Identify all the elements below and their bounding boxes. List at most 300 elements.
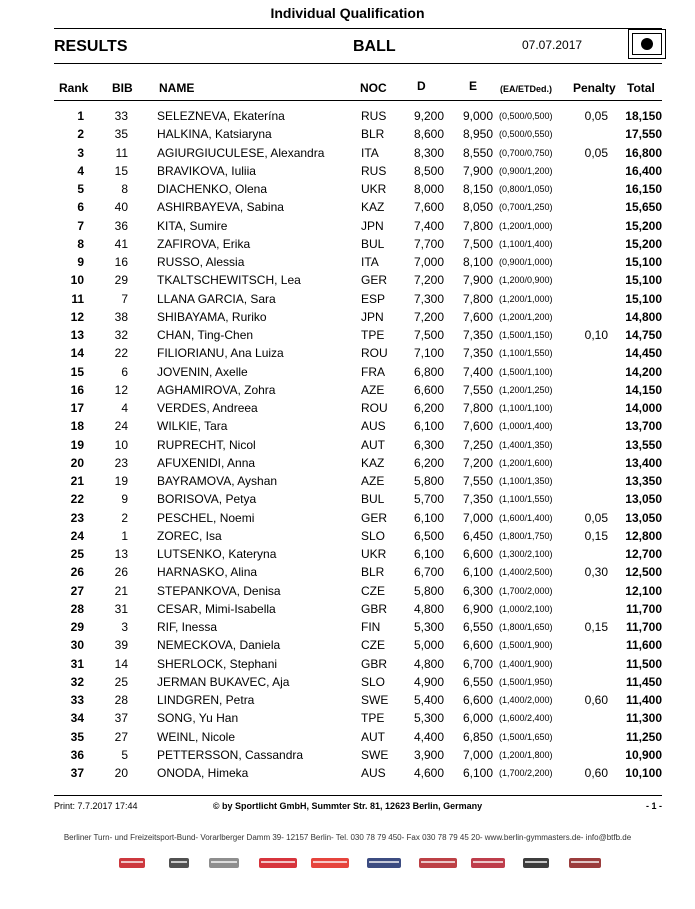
table-row [0,544,695,562]
cell-e-score: 7,250 [462,437,493,452]
column-header-d: D [417,79,426,93]
table-row [0,252,695,270]
cell-rank: 34 [70,711,84,726]
table-row [0,489,695,507]
cell-rank: 12 [70,309,84,324]
cell-e-score: 8,050 [462,200,493,215]
cell-total: 13,700 [625,419,662,434]
table-row [0,362,695,380]
table-row [0,508,695,526]
cell-rank: 13 [70,328,84,342]
cell-deductions: (1,200/1,200) [499,311,553,322]
cell-bib: 16 [114,255,128,269]
cell-deductions: (0,700/0,750) [499,147,553,158]
cell-bib: 19 [114,474,128,488]
cell-deductions: (1,200/1,000) [499,220,553,231]
sponsor-logo-5-icon [310,852,350,874]
cell-e-score: 6,450 [462,528,493,543]
cell-name: KITA, Sumire [157,218,228,233]
cell-e-score: 8,550 [462,145,493,160]
cell-d-score: 5,300 [413,711,444,726]
cell-bib: 41 [114,236,128,251]
cell-penalty: 0,30 [584,565,608,580]
cell-bib: 4 [121,401,128,415]
cell-d-score: 4,900 [413,674,444,689]
cell-name: AGIURGIUCULESE, Alexandra [157,145,325,160]
cell-d-score: 6,100 [413,547,444,561]
cell-rank: 14 [70,346,84,361]
table-row [0,216,695,234]
column-header-total: Total [627,81,655,95]
cell-name: RIF, Inessa [157,620,218,634]
cell-name: ZAFIROVA, Erika [157,236,251,251]
cell-penalty: 0,15 [584,528,608,543]
cell-name: JERMAN BUKAVEC, Aja [157,674,290,689]
cell-penalty: 0,15 [584,620,608,634]
cell-name: ZOREC, Isa [157,528,222,543]
cell-rank: 6 [77,200,84,215]
cell-bib: 8 [121,182,128,196]
cell-total: 11,700 [625,601,662,616]
table-row [0,599,695,617]
cell-rank: 17 [70,401,84,415]
table-row [0,708,695,726]
cell-deductions: (0,900/1,000) [499,257,553,267]
cell-e-score: 7,500 [462,236,493,251]
cell-noc: CZE [361,583,385,598]
column-header-noc: NOC [360,81,387,95]
cell-total: 13,400 [625,455,662,470]
cell-name: TKALTSCHEWITSCH, Lea [157,273,301,288]
cell-noc: GBR [361,601,388,616]
cell-rank: 27 [70,583,84,598]
cell-e-score: 7,900 [462,273,493,288]
cell-total: 13,350 [625,474,662,488]
sponsor-logo-6-icon [366,852,402,874]
table-row [0,143,695,161]
cell-deductions: (0,500/0,550) [499,129,553,140]
cell-e-score: 6,900 [462,601,493,616]
cell-name: NEMECKOVA, Daniela [157,638,281,653]
cell-name: JOVENIN, Axelle [157,364,248,379]
cell-rank: 16 [70,382,84,397]
cell-deductions: (1,200/1,800) [499,749,553,760]
cell-total: 13,050 [625,492,662,507]
cell-e-score: 6,100 [462,766,493,780]
cell-noc: GBR [361,656,388,671]
cell-noc: TPE [361,328,385,342]
cell-total: 11,600 [625,638,662,653]
cell-e-score: 6,850 [462,729,493,744]
cell-noc: UKR [361,547,387,561]
cell-name: CHAN, Ting-Chen [157,328,254,342]
cell-noc: RUS [361,163,387,178]
cell-deductions: (0,700/1,250) [499,202,553,213]
cell-name: STEPANKOVA, Denisa [157,583,281,598]
cell-total: 18,150 [625,109,662,123]
sponsor-logo-3-icon [208,852,240,874]
cell-e-score: 6,600 [462,638,493,653]
cell-penalty: 0,60 [584,766,608,780]
cell-d-score: 7,600 [413,200,444,215]
cell-d-score: 4,800 [413,656,444,671]
table-row [0,672,695,690]
cell-bib: 26 [114,565,128,580]
cell-deductions: (1,100/1,100) [499,403,553,413]
table-row [0,161,695,179]
cell-name: SHERLOCK, Stephani [157,656,278,671]
table-row [0,453,695,471]
cell-name: BORISOVA, Petya [157,492,257,507]
cell-penalty: 0,10 [584,328,608,342]
cell-e-score: 7,600 [462,419,493,434]
cell-e-score: 8,100 [462,255,493,269]
cell-rank: 24 [70,528,84,543]
cell-d-score: 6,100 [413,510,444,525]
table-row [0,745,695,763]
cell-bib: 31 [114,601,128,616]
cell-noc: KAZ [361,455,385,470]
cell-total: 13,550 [625,437,662,452]
cell-rank: 11 [71,291,84,306]
cell-deductions: (1,300/2,100) [499,549,553,559]
cell-bib: 38 [114,309,128,324]
cell-total: 11,400 [625,693,662,707]
cell-d-score: 5,400 [413,693,444,707]
cell-deductions: (1,500/1,150) [499,330,553,340]
table-row [0,179,695,197]
cell-e-score: 6,600 [462,547,493,561]
cell-penalty: 0,60 [584,693,608,707]
cell-d-score: 4,800 [413,601,444,616]
cell-deductions: (1,500/1,900) [499,640,553,651]
ball-pictogram-icon [628,29,666,59]
cell-name: VERDES, Andreea [157,401,258,415]
cell-deductions: (1,400/2,500) [499,567,553,578]
cell-d-score: 7,400 [413,218,444,233]
cell-d-score: 7,200 [413,309,444,324]
cell-e-score: 6,000 [462,711,493,726]
cell-name: HALKINA, Katsiaryna [157,127,272,142]
cell-penalty: 0,05 [584,109,608,123]
cell-name: AFUXENIDI, Anna [157,455,256,470]
cell-rank: 22 [70,492,84,507]
cell-bib: 15 [114,163,128,178]
cell-noc: FRA [361,364,385,379]
cell-total: 16,150 [625,182,662,196]
cell-d-score: 4,400 [413,729,444,744]
cell-bib: 11 [115,145,128,160]
cell-name: WILKIE, Tara [157,419,228,434]
table-row [0,654,695,672]
cell-deductions: (0,800/1,050) [499,184,553,194]
cell-deductions: (1,100/1,400) [499,238,553,249]
results-table [0,106,695,781]
cell-bib: 32 [114,328,128,342]
cell-rank: 30 [70,638,84,653]
copyright-notice: © by Sportlicht GmbH, Summter Str. 81, 12623 Berlin, Germany [212,801,483,811]
cell-deductions: (1,500/1,100) [499,366,553,377]
results-label: RESULTS [54,38,128,55]
cell-rank: 5 [77,182,84,196]
table-row [0,343,695,361]
table-row [0,617,695,635]
cell-noc: ROU [361,401,388,415]
cell-d-score: 6,800 [413,364,444,379]
cell-rank: 15 [70,364,84,379]
cell-total: 12,700 [625,547,662,561]
cell-e-score: 7,800 [462,218,493,233]
print-timestamp: Print: 7.7.2017 17:44 [54,801,138,811]
cell-deductions: (1,700/2,000) [499,585,553,596]
column-header-name: NAME [159,81,195,95]
cell-total: 14,000 [625,401,662,415]
cell-e-score: 7,550 [462,474,493,488]
cell-noc: BLR [361,565,385,580]
cell-bib: 5 [121,747,128,762]
table-row [0,197,695,215]
table-row [0,398,695,416]
table-row [0,690,695,708]
cell-total: 10,100 [625,766,662,780]
cell-noc: TPE [361,711,385,726]
cell-deductions: (1,600/1,400) [499,512,553,523]
cell-deductions: (1,000/1,400) [499,421,553,432]
cell-noc: RUS [361,109,387,123]
cell-bib: 21 [114,583,128,598]
cell-e-score: 7,900 [462,163,493,178]
cell-deductions: (1,200/1,250) [499,384,553,395]
cell-bib: 20 [114,766,128,780]
cell-noc: BUL [361,236,385,251]
table-row [0,471,695,489]
cell-bib: 27 [114,729,128,744]
cell-noc: AUS [361,419,386,434]
cell-d-score: 4,600 [413,766,444,780]
cell-total: 11,450 [625,674,662,689]
cell-e-score: 9,000 [462,109,493,123]
table-row [0,270,695,288]
cell-deductions: (1,200/1,000) [499,293,553,304]
cell-bib: 22 [114,346,128,361]
cell-name: PETTERSSON, Cassandra [157,747,304,762]
cell-noc: ITA [361,255,379,269]
cell-bib: 36 [114,218,128,233]
cell-e-score: 7,350 [462,328,493,342]
cell-rank: 1 [77,109,84,123]
cell-noc: AZE [361,382,385,397]
sponsor-logo-8-icon [470,852,506,874]
cell-noc: ITA [361,145,379,160]
cell-name: WEINL, Nicole [157,729,236,744]
cell-d-score: 6,300 [413,437,444,452]
cell-d-score: 5,700 [413,492,444,507]
table-row [0,234,695,252]
cell-e-score: 7,600 [462,309,493,324]
cell-rank: 32 [70,674,84,689]
sponsor-logo-1-icon [118,852,146,874]
cell-d-score: 8,500 [413,163,444,178]
cell-bib: 13 [114,547,128,561]
cell-noc: AUS [361,766,386,780]
cell-d-score: 6,500 [413,528,444,543]
cell-total: 15,100 [625,273,662,288]
cell-d-score: 8,000 [413,182,444,196]
cell-e-score: 6,550 [462,674,493,689]
page-title: Individual Qualification [270,5,425,21]
cell-bib: 9 [121,492,128,507]
cell-total: 15,100 [625,255,662,269]
cell-rank: 4 [77,163,84,178]
cell-e-score: 6,700 [462,656,493,671]
table-row [0,416,695,434]
cell-name: PESCHEL, Noemi [157,510,255,525]
table-row [0,307,695,325]
table-row [0,562,695,580]
cell-noc: GER [361,510,388,525]
cell-d-score: 7,000 [413,255,444,269]
table-row [0,380,695,398]
cell-bib: 1 [121,528,128,543]
cell-deductions: (1,200/0,900) [499,275,553,286]
cell-noc: FIN [361,620,381,634]
cell-rank: 8 [77,236,84,251]
cell-e-score: 7,350 [462,346,493,361]
cell-noc: GER [361,273,388,288]
cell-total: 15,200 [625,236,662,251]
cell-bib: 29 [114,273,128,288]
column-header-penalty: Penalty [573,81,616,95]
cell-total: 16,400 [625,163,662,178]
cell-rank: 31 [70,656,84,671]
sponsor-logo-7-icon [418,852,458,874]
cell-name: HARNASKO, Alina [157,565,258,580]
apparatus-label: BALL [353,38,396,55]
cell-d-score: 5,300 [413,620,444,634]
sponsor-logo-4-icon [258,852,298,874]
cell-total: 12,100 [625,583,662,598]
cell-name: RUSSO, Alessia [157,255,245,269]
cell-noc: AUT [361,437,385,452]
cell-rank: 20 [70,455,84,470]
cell-d-score: 5,800 [413,474,444,488]
cell-deductions: (1,100/1,550) [499,494,553,505]
cell-total: 17,550 [625,127,662,142]
table-row [0,727,695,745]
cell-rank: 21 [70,474,84,488]
cell-d-score: 8,600 [413,127,444,142]
cell-noc: BUL [361,492,385,507]
cell-noc: SLO [361,674,386,689]
table-row [0,106,695,124]
cell-e-score: 8,950 [462,127,493,142]
cell-noc: ROU [361,346,388,361]
sponsor-bar [110,852,610,876]
cell-deductions: (1,800/1,650) [499,622,553,632]
cell-total: 11,250 [625,729,662,744]
cell-total: 10,900 [625,747,662,762]
cell-noc: AUT [361,729,385,744]
cell-bib: 40 [114,200,128,215]
cell-rank: 35 [70,729,84,744]
cell-e-score: 7,350 [462,492,493,507]
cell-bib: 7 [121,291,128,306]
cell-rank: 2 [77,127,84,142]
cell-e-score: 6,300 [462,583,493,598]
table-row [0,526,695,544]
cell-total: 14,800 [625,309,662,324]
cell-name: RUPRECHT, Nicol [157,437,256,452]
cell-deductions: (1,400/1,350) [499,439,553,450]
cell-bib: 10 [114,437,128,452]
cell-d-score: 6,200 [413,401,444,415]
cell-name: LUTSENKO, Kateryna [157,547,277,561]
cell-name: LLANA GARCIA, Sara [157,291,276,306]
column-header-deductions: (EA/ETDed.) [500,84,553,94]
cell-name: SELEZNEVA, Ekaterína [157,109,285,123]
cell-name: ONODA, Himeka [157,766,249,780]
cell-d-score: 6,600 [413,382,444,397]
cell-bib: 3 [121,620,128,634]
cell-e-score: 7,800 [462,401,493,415]
cell-deductions: (0,500/0,500) [499,111,553,121]
table-row [0,289,695,307]
cell-e-score: 8,150 [462,182,493,196]
cell-rank: 10 [70,273,84,288]
header-bottom-rule [54,63,662,64]
cell-rank: 7 [77,218,84,233]
cell-name: CESAR, Mimi-Isabella [157,601,276,616]
cell-d-score: 7,100 [413,346,444,361]
cell-name: SHIBAYAMA, Ruriko [157,309,267,324]
cell-rank: 36 [70,747,84,762]
cell-e-score: 7,000 [462,510,493,525]
header-top-rule [54,28,662,29]
cell-name: LINDGREN, Petra [157,693,255,707]
page-number: - 1 - [645,801,662,811]
cell-total: 12,800 [625,528,662,543]
organizer-contact: Berliner Turn- und Freizeitsport-Bund- Vorarlberger Damm 39- 12157 Berlin- Tel. 030 78 79 450- Fax 030 78 79 45 20- www.berlin-gymmasters.de- info@btfb.de [63,833,632,842]
cell-rank: 29 [70,620,84,634]
cell-bib: 35 [114,127,128,142]
cell-bib: 14 [114,656,128,671]
cell-deductions: (1,700/2,200) [499,768,553,778]
cell-deductions: (0,900/1,200) [499,165,553,176]
cell-e-score: 6,550 [462,620,493,634]
cell-total: 14,200 [625,364,662,379]
cell-bib: 39 [114,638,128,653]
cell-d-score: 6,200 [413,455,444,470]
cell-noc: SWE [361,747,389,762]
cell-e-score: 7,550 [462,382,493,397]
cell-total: 15,100 [625,291,662,306]
cell-d-score: 7,700 [413,236,444,251]
cell-penalty: 0,05 [584,145,608,160]
cell-total: 16,800 [625,145,662,160]
cell-rank: 18 [70,419,84,434]
cell-bib: 25 [114,674,128,689]
cell-e-score: 7,200 [462,455,493,470]
cell-noc: KAZ [361,200,385,215]
cell-rank: 9 [77,255,84,269]
cell-d-score: 5,000 [413,638,444,653]
cell-d-score: 3,900 [413,747,444,762]
cell-d-score: 6,700 [413,565,444,580]
cell-name: SONG, Yu Han [157,711,239,726]
cell-deductions: (1,400/1,900) [499,658,553,669]
cell-d-score: 6,100 [413,419,444,434]
cell-noc: ESP [361,291,386,306]
